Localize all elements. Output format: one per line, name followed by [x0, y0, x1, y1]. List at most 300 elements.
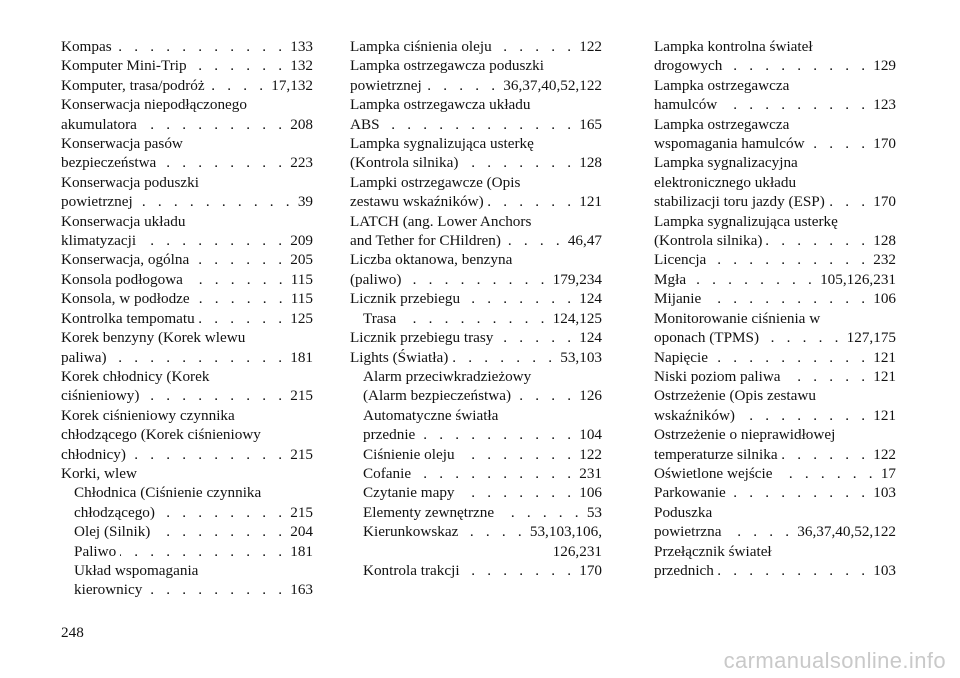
- entry-text-line: Korki, wlew: [61, 464, 137, 482]
- index-subentry: [350, 445, 602, 464]
- entry-leader-line: [61, 250, 313, 269]
- entry-text-line: Lampka ostrzegawcza: [654, 115, 790, 133]
- entry-term: Licencja: [654, 251, 707, 269]
- entry-leader-line: [350, 289, 602, 308]
- entry-term: Lampka ciśnienia oleju: [350, 38, 492, 55]
- dot-leader: [505, 231, 564, 250]
- index-entry: [654, 270, 896, 289]
- entry-leader-line: [654, 270, 896, 289]
- index-subentry: [61, 542, 313, 561]
- dot-leader: [726, 56, 869, 75]
- index-entry: [350, 328, 602, 347]
- entry-leader-line: [61, 348, 313, 367]
- entry-leader-line: [61, 56, 313, 75]
- dot-leader: [159, 503, 286, 522]
- dot-leader: [419, 425, 575, 444]
- index-entry: [654, 503, 896, 542]
- entry-term: Olej (Silnik): [74, 523, 151, 541]
- entry-term: ABS: [350, 115, 380, 133]
- entry-term: przednie: [363, 426, 416, 444]
- page-reference: 17,132: [271, 76, 313, 94]
- index-entry: [61, 367, 313, 406]
- page-reference: 105,126,231: [820, 270, 896, 288]
- page-reference: 205: [290, 251, 313, 269]
- index-entry: [654, 37, 896, 76]
- entry-term: Lights (Światła): [350, 348, 449, 366]
- page-reference: 121: [873, 406, 896, 424]
- page-reference: 209: [290, 232, 313, 250]
- entry-text-line: Konserwacja pasów: [61, 135, 183, 153]
- page-reference: 121: [873, 348, 896, 366]
- entry-leader-line: [654, 367, 896, 386]
- page-reference: 208: [290, 115, 313, 133]
- entry-leader-line: [654, 289, 896, 308]
- index-entry: [61, 406, 313, 464]
- entry-term: Komputer, trasa/podróż: [61, 76, 205, 94]
- index-subentry: [350, 483, 602, 502]
- index-entry: [654, 425, 896, 464]
- entry-text-line: Lampka ostrzegawcza: [654, 76, 790, 94]
- page-reference: 129: [873, 57, 896, 75]
- entry-term: powietrznej: [350, 76, 422, 94]
- entry-term: chłodnicy): [61, 445, 126, 463]
- entry-text-line: Lampka ostrzegawcza poduszki: [350, 57, 544, 75]
- entry-term: Konserwacja, ogólna: [61, 251, 190, 269]
- index-subentry: [350, 464, 602, 483]
- entry-term: zestawu wskaźników): [350, 193, 484, 211]
- page-reference: 121: [873, 367, 896, 385]
- entry-leader-line: [654, 250, 896, 269]
- index-entry: [350, 95, 602, 134]
- entry-leader-line: [363, 464, 602, 483]
- dot-leader: [130, 445, 286, 464]
- dot-leader: [710, 250, 869, 269]
- entry-term: Kontrola trakcji: [363, 561, 460, 579]
- dot-leader: [718, 561, 869, 580]
- page-reference: 123: [873, 96, 896, 114]
- dot-leader: [515, 386, 575, 405]
- index-entry: [61, 289, 313, 308]
- entry-leader-line: [61, 115, 313, 134]
- entry-leader-line: [61, 386, 313, 405]
- dot-leader: [459, 483, 576, 502]
- entry-text-line: Ostrzeżenie (Opis zestawu: [654, 387, 816, 405]
- dot-leader: [782, 445, 870, 464]
- page-reference: 165: [579, 115, 602, 133]
- entry-leader-line: [654, 348, 896, 367]
- entry-leader-line: [654, 56, 896, 75]
- entry-term: paliwa): [61, 348, 107, 366]
- index-entry: [350, 37, 602, 56]
- entry-leader-line: [654, 231, 896, 250]
- index-entry: [654, 386, 896, 425]
- index-entry: [61, 212, 313, 251]
- entry-text-line: Chłodnica (Ciśnienie czynnika: [74, 484, 262, 502]
- entry-term: Komputer Mini-Trip: [61, 57, 187, 75]
- page-reference: 122: [579, 38, 602, 55]
- entry-leader-line: [61, 445, 313, 464]
- index-entry: [654, 464, 896, 483]
- dot-leader: [415, 464, 575, 483]
- dot-leader: [194, 289, 287, 308]
- index-entry: [654, 542, 896, 581]
- entry-leader-line: [74, 503, 313, 522]
- dot-leader: [191, 56, 287, 75]
- page-reference: 204: [290, 523, 313, 541]
- watermark: carmanualsonline.info: [723, 648, 946, 673]
- index-entry: [61, 270, 313, 289]
- entry-text-line: Ostrzeżenie o nieprawidłowej: [654, 426, 836, 444]
- entry-leader-line: [363, 522, 602, 541]
- entry-leader-line: [654, 134, 896, 153]
- page-reference: 103: [873, 484, 896, 502]
- dot-leader: [459, 445, 576, 464]
- entry-text-line: Lampki ostrzegawcze (Opis: [350, 173, 521, 191]
- index-entry: [654, 483, 896, 502]
- index-column-2: [350, 37, 602, 580]
- entry-term: Niski poziom paliwa: [654, 367, 781, 385]
- dot-leader: [464, 561, 576, 580]
- index-entry: [350, 289, 602, 308]
- entry-leader-line: [654, 522, 896, 541]
- index-entry: [61, 464, 313, 483]
- dot-leader: [154, 522, 286, 541]
- page-reference: 104: [579, 426, 602, 444]
- entry-leader-line: [654, 561, 896, 580]
- page-reference: 122: [579, 445, 602, 463]
- page-reference: 232: [873, 251, 896, 269]
- index-subentry: [61, 483, 313, 522]
- page-reference: 39: [297, 193, 313, 211]
- entry-term: (Alarm bezpieczeństwa): [363, 387, 511, 405]
- dot-leader: [690, 270, 816, 289]
- page-reference: 124,125: [552, 309, 602, 327]
- entry-leader-line: [654, 445, 896, 464]
- entry-leader-line: [350, 37, 602, 56]
- entry-text-line: Monitorowanie ciśnienia w: [654, 309, 821, 327]
- dot-leader: [829, 192, 869, 211]
- index-entry: [654, 289, 896, 308]
- entry-text-line: Korek chłodnicy (Korek: [61, 367, 210, 385]
- entry-leader-line: [61, 153, 313, 172]
- entry-term: Napięcie: [654, 348, 708, 366]
- index-column-1: [61, 37, 313, 600]
- entry-term: (Kontrola silnika): [654, 232, 763, 250]
- index-entry: [654, 309, 896, 348]
- dot-leader: [116, 37, 287, 56]
- page-reference: 170: [873, 135, 896, 153]
- page-reference: 215: [290, 387, 313, 405]
- entry-leader-line: [61, 231, 313, 250]
- entry-term: wspomagania hamulców: [654, 135, 805, 153]
- page-reference: 115: [290, 270, 313, 288]
- entry-term: Paliwo: [74, 542, 117, 560]
- entry-text-line: Układ wspomagania: [74, 561, 199, 579]
- index-entry: [350, 250, 602, 289]
- entry-leader-line: [61, 270, 313, 289]
- dot-leader: [137, 192, 294, 211]
- index-entry: [350, 173, 602, 212]
- entry-text-line: Konserwacja poduszki: [61, 173, 199, 191]
- page-reference: 128: [873, 232, 896, 250]
- page-reference: 125: [290, 309, 313, 327]
- entry-leader-line: [654, 464, 896, 483]
- entry-leader-line: [363, 445, 602, 464]
- entry-leader-line: [350, 76, 602, 95]
- page-reference: 53,103: [560, 348, 602, 366]
- dot-leader: [785, 367, 870, 386]
- entry-term: oponach (TPMS): [654, 329, 760, 347]
- page-reference: 170: [579, 561, 602, 579]
- index-entry: [350, 134, 602, 173]
- page-reference: 124: [579, 290, 602, 308]
- dot-leader: [712, 348, 869, 367]
- entry-term: wskaźników): [654, 406, 735, 424]
- entry-text-line: elektronicznego układu: [654, 173, 797, 191]
- entry-leader-line: [61, 76, 313, 95]
- index-entry: [350, 212, 602, 251]
- entry-term: Licznik przebiegu trasy: [350, 329, 494, 347]
- entry-leader-line: [363, 483, 602, 502]
- index-entry: [61, 250, 313, 269]
- entry-text-line: Lampka sygnalizująca usterkę: [654, 212, 838, 230]
- dot-leader: [426, 76, 500, 95]
- entry-leader-line: [654, 406, 896, 425]
- dot-leader: [143, 386, 286, 405]
- entry-text-line: Korek benzyny (Korek wlewu: [61, 329, 246, 347]
- dot-leader: [384, 115, 576, 134]
- page-reference: 106: [873, 290, 896, 308]
- entry-term: Licznik przebiegu: [350, 290, 461, 308]
- page-reference: 122: [873, 445, 896, 463]
- entry-text-line: Konserwacja niepodłączonego: [61, 96, 247, 114]
- entry-leader-line: [350, 153, 602, 172]
- entry-leader-line: [350, 231, 602, 250]
- entry-term: Konsola, w podłodze: [61, 290, 190, 308]
- entry-term: hamulców: [654, 96, 718, 114]
- dot-leader: [141, 115, 286, 134]
- entry-leader-line: [61, 192, 313, 211]
- entry-leader-line: [350, 115, 602, 134]
- entry-text-line: Automatyczne światła: [363, 406, 499, 424]
- index-entry: [654, 153, 896, 211]
- page-reference: 103: [873, 561, 896, 579]
- page-reference: 127,175: [846, 329, 896, 347]
- dot-leader: [730, 483, 870, 502]
- dot-leader: [400, 309, 548, 328]
- entry-term: Mijanie: [654, 290, 702, 308]
- entry-term: klimatyzacji: [61, 232, 137, 250]
- page-reference: 132: [290, 57, 313, 75]
- entry-text-line: Konserwacja układu: [61, 212, 186, 230]
- index-entry: [654, 250, 896, 269]
- dot-leader: [462, 153, 575, 172]
- entry-term: akumulatora: [61, 115, 137, 133]
- dot-leader: [140, 231, 286, 250]
- index-entry: [654, 348, 896, 367]
- dot-leader: [809, 134, 870, 153]
- index-subentry: [350, 406, 602, 445]
- entry-term: Oświetlone wejście: [654, 464, 773, 482]
- dot-leader: [452, 348, 556, 367]
- page-reference: 126: [579, 387, 602, 405]
- entry-term: chłodzącego): [74, 503, 155, 521]
- index-entry: [350, 56, 602, 95]
- entry-term: (paliwo): [350, 270, 402, 288]
- dot-leader: [209, 76, 268, 95]
- entry-term: Czytanie mapy: [363, 484, 455, 502]
- page-reference: 36,37,40,52,122: [503, 76, 602, 94]
- entry-leader-line: [654, 328, 896, 347]
- index-entry: [654, 212, 896, 251]
- index-subentry: [350, 561, 602, 580]
- entry-leader-line: [61, 289, 313, 308]
- page-reference: 53,103,106,: [529, 523, 602, 541]
- entry-term: ciśnieniowy): [61, 387, 140, 405]
- entry-text-line: Korek ciśnieniowy czynnika: [61, 406, 235, 424]
- page-reference: 181: [290, 348, 313, 366]
- dot-leader: [739, 406, 869, 425]
- dot-leader: [464, 289, 575, 308]
- page-reference: 223: [290, 154, 313, 172]
- dot-leader: [146, 580, 286, 599]
- dot-leader: [766, 231, 869, 250]
- dot-leader: [498, 503, 583, 522]
- entry-term: Mgła: [654, 270, 687, 288]
- entry-text-line: Lampka ostrzegawcza układu: [350, 96, 531, 114]
- index-entry: [61, 95, 313, 134]
- entry-leader-line: [350, 270, 602, 289]
- dot-leader: [187, 270, 287, 289]
- entry-text-line: Przełącznik świateł: [654, 542, 772, 560]
- entry-term: Trasa: [363, 309, 397, 327]
- index-entry: [61, 328, 313, 367]
- entry-leader-line: [654, 483, 896, 502]
- dot-leader: [777, 464, 877, 483]
- entry-term: przednich: [654, 561, 714, 579]
- index-subentry: [61, 561, 313, 600]
- page-reference: 121: [579, 193, 602, 211]
- dot-leader: [199, 309, 287, 328]
- dot-leader: [462, 522, 526, 541]
- page-reference: 215: [290, 503, 313, 521]
- entry-term: Kompas: [61, 38, 112, 55]
- page-reference: 124: [579, 329, 602, 347]
- entry-leader-line: [654, 192, 896, 211]
- entry-text-line: chłodzącego (Korek ciśnieniowy: [61, 426, 261, 444]
- entry-text-line: Poduszka: [654, 503, 713, 521]
- index-entry: [654, 115, 896, 154]
- entry-leader-line: [350, 192, 602, 211]
- page-reference: 163: [290, 581, 313, 599]
- entry-term: powietrzna: [654, 523, 722, 541]
- entry-text-line: Alarm przeciwkradzieżowy: [363, 367, 532, 385]
- dot-leader: [763, 328, 843, 347]
- entry-term: Elementy zewnętrzne: [363, 503, 495, 521]
- entry-term: kierownicy: [74, 581, 143, 599]
- entry-term: Kierunkowskaz: [363, 523, 459, 541]
- entry-text-line: Lampka sygnalizacyjna: [654, 154, 798, 172]
- entry-term: and Tether for CHildren): [350, 232, 501, 250]
- index-subentry: [61, 522, 313, 541]
- page-reference: 215: [290, 445, 313, 463]
- page-reference: 128: [579, 154, 602, 172]
- entry-leader-line: [654, 95, 896, 114]
- entry-term: Ciśnienie oleju: [363, 445, 455, 463]
- dot-leader: [160, 153, 286, 172]
- index-entry: [61, 37, 313, 56]
- entry-leader-line: [61, 37, 313, 56]
- page-reference-continued: 126,231: [552, 542, 602, 560]
- dot-leader: [488, 192, 576, 211]
- entry-leader-line: [350, 348, 602, 367]
- index-entry: [654, 76, 896, 115]
- entry-leader-line: [350, 328, 602, 347]
- index-entry: [61, 134, 313, 173]
- index-entry: [61, 309, 313, 328]
- index-subentry: [350, 522, 602, 561]
- page-reference: 53: [586, 503, 602, 521]
- index-subentry: [350, 309, 602, 328]
- page-reference: 17: [880, 464, 896, 482]
- entry-leader-line: [363, 425, 602, 444]
- page-reference: 179,234: [552, 270, 602, 288]
- index-entry: [61, 173, 313, 212]
- dot-leader: [193, 250, 286, 269]
- dot-leader: [111, 348, 287, 367]
- entry-term: Parkowanie: [654, 484, 726, 502]
- entry-term: Konsola podłogowa: [61, 270, 183, 288]
- index-entry: [61, 76, 313, 95]
- dot-leader: [721, 95, 869, 114]
- entry-leader-line: [74, 522, 313, 541]
- page-number: 248: [61, 624, 84, 641]
- page-reference: 181: [290, 542, 313, 560]
- entry-term: bezpieczeństwa: [61, 154, 157, 172]
- entry-text-line: Lampka kontrolna świateł: [654, 38, 813, 55]
- entry-text-line: Liczba oktanowa, benzyna: [350, 251, 513, 269]
- entry-term: temperaturze silnika: [654, 445, 778, 463]
- index-entry: [654, 367, 896, 386]
- entry-leader-line: [61, 309, 313, 328]
- entry-term: stabilizacji toru jazdy (ESP): [654, 193, 825, 211]
- page-reference: 231: [579, 464, 602, 482]
- entry-leader-line: [74, 542, 313, 561]
- dot-leader: [497, 328, 575, 347]
- dot-leader: [405, 270, 548, 289]
- entry-term: (Kontrola silnika): [350, 154, 459, 172]
- entry-text-line: Lampka sygnalizująca usterkę: [350, 135, 534, 153]
- dot-leader: [705, 289, 869, 308]
- entry-leader-line: [363, 503, 602, 522]
- index-subentry: [350, 503, 602, 522]
- index-entry: [61, 56, 313, 75]
- entry-leader-line: [363, 386, 602, 405]
- entry-term: powietrznej: [61, 193, 133, 211]
- index-entry: [350, 348, 602, 367]
- dot-leader: [496, 37, 576, 56]
- dot-leader: [725, 522, 793, 541]
- entry-leader-line: [74, 580, 313, 599]
- page-reference: 133: [290, 38, 313, 55]
- entry-term: Cofanie: [363, 464, 412, 482]
- page-reference: 36,37,40,52,122: [797, 523, 896, 541]
- page-reference: 115: [290, 290, 313, 308]
- index-column-3: [654, 37, 896, 580]
- entry-leader-line: [363, 309, 602, 328]
- index-subentry: [350, 367, 602, 406]
- dot-leader: [120, 542, 286, 561]
